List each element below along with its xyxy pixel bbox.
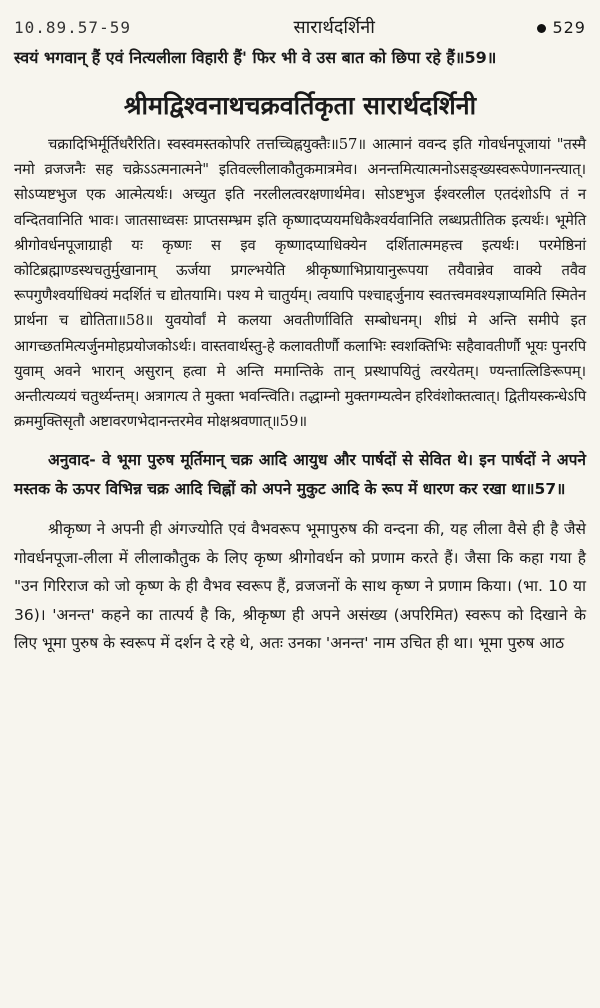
bullet-icon (537, 24, 546, 33)
running-title: सारार्थदर्शिनी (293, 17, 375, 38)
translation-label: अनुवाद- (48, 451, 96, 470)
intro-text: स्वयं भगवान् हैं एवं नित्यलीला विहारी हैं' फिर भी वे उस बात को छिपा रहे हैं॥59॥ (14, 48, 497, 67)
translation-text: वे भूमा पुरुष मूर्तिमान् चक्र आदि आयुध और पार्षदों से सेवित थे। इन पार्षदों ने अपने मस्तक के ऊपर विभिन्न चक्र आदि चिह्नों को अपने मुकुट आदि के रूप में धारण कर रखा था॥57॥ (14, 451, 586, 498)
section-heading: श्रीमद्विश्वनाथचक्रवर्तिकृता सारार्थदर्शिनी (123, 91, 477, 120)
sanskrit-commentary: चक्रादिभिर्मूर्तिधरैरिति। स्वस्वमस्तकोपरि तत्तच्चिह्नयुक्तैः॥57॥ आत्मानं ववन्द इति गोवर्धनपूजायां "तस्मै नमो व्रजजनैः सह चक्रेऽऽत्मनात्मने" इतिवल्लीलाकौतुकमात्रमेव। अनन्तमित्यात्मनोऽसङ्ख्यस्वरूपेणानन्त्यात्। सोऽप्यष्टभुज एक आत्मेत्यर्थः। अच्युत इति नरलीलत्वरक्षणार्थमेव। सोऽष्टभुज ईश्वरलील एतदंशोऽपि तं न वन्दितवानिति भावः। जातसाध्वसः प्राप्तसम्भ्रम इति कृष्णादप्ययमधिकैश्वर्यवानिति लब्धप्रतीतिक इत्यर्थः। भूमेति श्रीगोवर्धनपूजाग्राही यः कृष्णः स इव कृष्णादप्याधिक्येन दर्शितात्ममहत्त्व इत्यर्थः। परमेष्ठिनां कोटिब्रह्माण्डस्थचतुर्मुखानाम् ऊर्जया प्रगल्भयेति श्रीकृष्णाभिप्रायानुरूपया तयैवान्नेव वाक्ये तवैव रूपगुणैश्वर्याधिक्यं मदर्शितं च द्योतयामि। पश्य मे चातुर्यम्। त्वयापि पश्चाद्दर्जुनाय स्वतत्त्वमवश्यज्ञाप्यमिति स्मितेन प्रार्थना च द्योतिता॥58॥ युवयोर्वां मे कलया अवतीर्णाविति सम्बोधनम्। शीघ्रं मे अन्ति समीपे इत आगच्छतमित्यर्जुनमोहप्रयोजकोऽर्थः। वास्तवार्थस्तु-हे कलावतीर्णौ कलाभिः स्वशक्तिभिः सहैवावतीर्णौ भूयः पुनरपि युवाम् अवने भारान् असुरान् हत्वा मे अन्ति ममान्तिके तान् प्रस्थापयितुं त्वरयेतम्। ण्यन्तात्लिङिरूपम्। अन्तीत्यव्ययं चतुर्थ्यन्तम्। अत्रागत्य ते मुक्ता भवन्त्विति। तद्धाम्नो मुक्तगम्यत्वेन हरिवंशोक्तत्वात्। द्वितीयस्कन्धेऽपि क्रममुक्तिसृतौ अष्टावरणभेदानन्तरमेव मोक्षश्रवणात्॥59॥ (14, 136, 586, 431)
page-number (537, 18, 586, 37)
page-number-text: 529 (552, 17, 586, 37)
page-header (14, 12, 586, 42)
explanation-paragraph: श्रीकृष्ण ने अपनी ही अंगज्योति एवं वैभवरूप भूमापुरुष की वन्दना की, यह लीला वैसे ही है जैसे गोवर्धनपूजा-लीला में लीलाकौतुक के लिए कृष्ण श्रीगोवर्धन को प्रणाम करते हैं। जैसा कि कहा गया है "उन गिरिराज को जो कृष्ण के ही वैभव स्वरूप हैं, व्रजजनों के साथ कृष्ण ने प्रणाम किया। (भा. 10 या 36)। 'अनन्त' कहने का तात्पर्य है कि, श्रीकृष्ण ही अपने असंख्य (अपरिमित) स्वरूप को दिखाने के लिए भूमा पुरुष के स्वरूप में दर्शन दे रहे थे, अतः उनका 'अनन्त' नाम उचित ही था। भूमा पुरुष आठ (14, 520, 586, 653)
translation-paragraph (14, 446, 586, 503)
verse-reference: 10.89.57-59 (14, 17, 131, 37)
